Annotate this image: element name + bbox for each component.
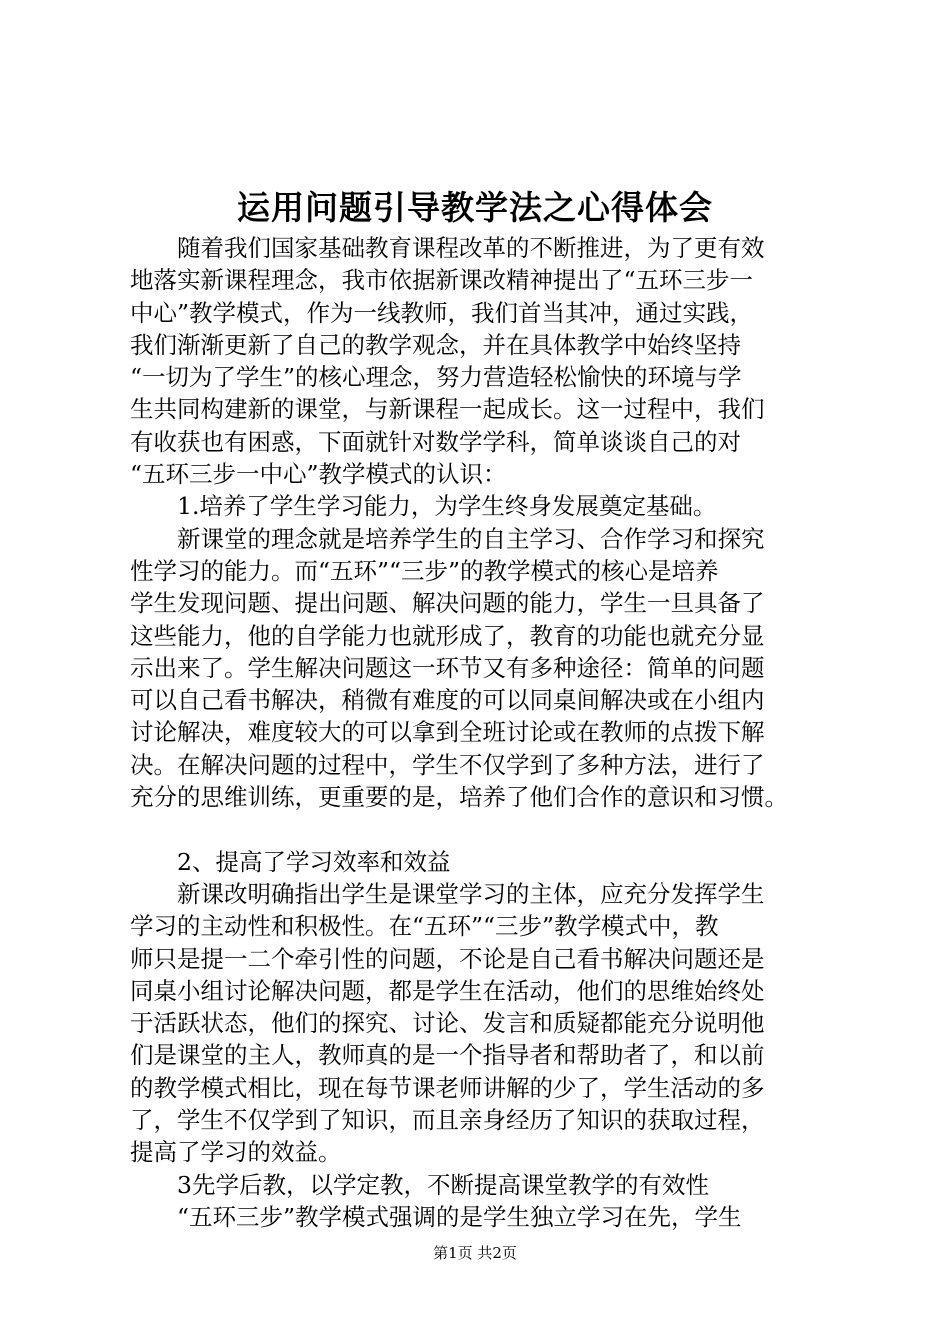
paragraph-line: 决。在解决问题的过程中，学生不仅学到了多种方法，进行了 [130,750,765,779]
paragraph-line: 学习的主动性和积极性。在“五环”“三步”教学模式中，教 [130,912,719,941]
paragraph-line: 可以自己看书解决，稍微有难度的可以同桌间解决或在小组内 [130,686,765,715]
paragraph-line: 师只是提一二个牵引性的问题，不论是自己看书解决问题还是 [130,944,765,973]
paragraph-line: 地落实新课程理念，我市依据新课改精神提出了“五环三步一 [130,266,754,295]
paragraph-gap [130,813,840,845]
paragraph-line: 我们渐渐更新了自己的教学观念，并在具体教学中始终坚持 [130,330,741,359]
paragraph-line: 示出来了。学生解决问题这一环节又有多种途径：简单的问题 [130,653,765,682]
document-title: 运用问题引导教学法之心得体会 [237,188,713,227]
document-body [130,232,840,1233]
paragraph-line: 学生发现问题、提出问题、解决问题的能力，学生一旦具备了 [130,589,765,618]
paragraph-line: 同桌小组讨论解决问题，都是学生在活动，他们的思维始终处 [130,976,765,1005]
paragraph-line: 生共同构建新的课堂，与新课程一起成长。这一过程中，我们 [130,395,765,424]
paragraph-line: 随着我们国家基础教育课程改革的不断推进，为了更有效 [177,234,765,262]
paragraph-line: “五环三步”教学模式强调的是学生独立学习在先，学生 [177,1202,742,1231]
paragraph-line: 了，学生不仅学到了知识，而且亲身经历了知识的获取过程， [130,1106,765,1135]
paragraph-line: “五环三步一中心”教学模式的认识： [130,460,507,489]
section-heading: 1.培养了学生学习能力，为学生终身发展奠定基础。 [177,492,717,521]
page-footer: 第1页 共2页 [433,1244,517,1262]
paragraph-line: 这些能力，他的自学能力也就形成了，教育的功能也就充分显 [130,621,765,650]
section-heading: 3先学后教，以学定教，不断提高课堂教学的有效性 [177,1170,709,1199]
paragraph-line: 中心”教学模式，作为一线教师，我们首当其冲，通过实践， [130,298,754,327]
paragraph-line: “一切为了学生”的核心理念，努力营造轻松愉快的环境与学 [130,363,742,392]
paragraph-line: 提高了学习的效益。 [130,1138,342,1167]
paragraph-line: 们是课堂的主人，教师真的是一个指导者和帮助者了，和以前 [130,1041,765,1070]
paragraph-line: 讨论解决，难度较大的可以拿到全班讨论或在教师的点拨下解 [130,718,765,747]
section-heading: 2、提高了学习效率和效益 [177,847,451,876]
paragraph-line: 性学习的能力。而“五环”“三步”的教学模式的核心是培养 [130,556,719,585]
paragraph-line: 于活跃状态，他们的探究、讨论、发言和质疑都能充分说明他 [130,1009,765,1038]
paragraph-line: 充分的思维训练，更重要的是，培养了他们合作的意识和习惯。 [130,783,788,812]
paragraph-line: 有收获也有困惑，下面就针对数学学科，简单谈谈自己的对 [130,427,741,456]
paragraph-line: 的教学模式相比，现在每节课老师讲解的少了，学生活动的多 [130,1073,765,1102]
paragraph-line: 新课堂的理念就是培养学生的自主学习、合作学习和探究 [177,524,765,553]
paragraph-line: 新课改明确指出学生是课堂学习的主体，应充分发挥学生 [177,879,765,908]
